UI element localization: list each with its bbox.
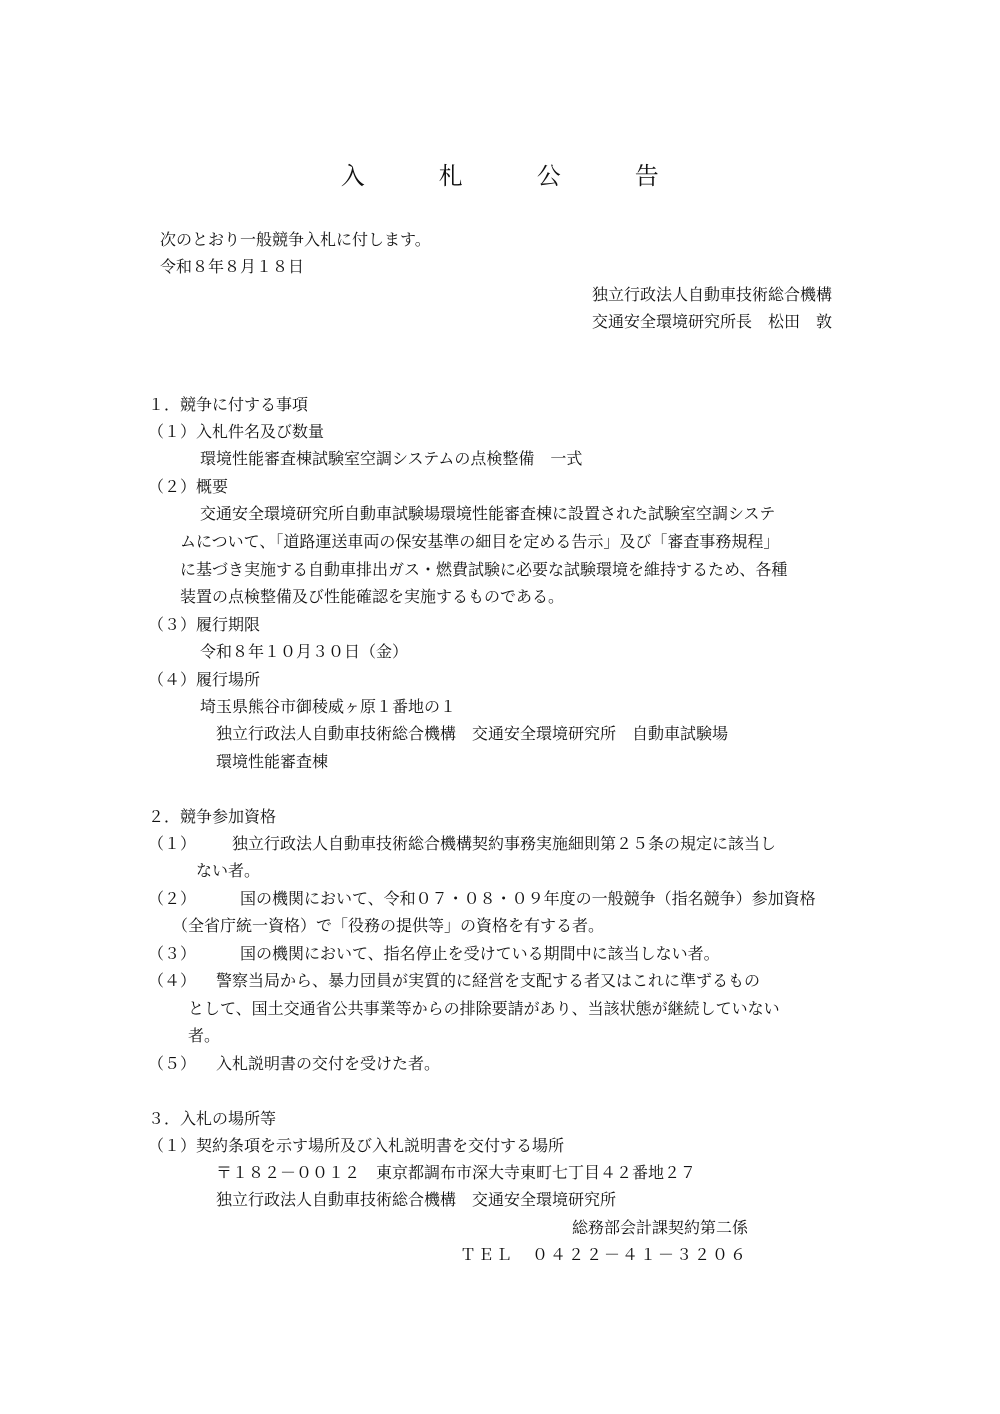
section3-org: 独立行政法人自動車技術総合機構 交通安全環境研究所 xyxy=(216,1190,617,1209)
section2-item-line: （全省庁統一資格）で「役務の提供等」の資格を有する者。 xyxy=(172,916,605,935)
intro-date: 令和８年８月１８日 xyxy=(160,257,305,276)
section1-item1-label: （１）入札件名及び数量 xyxy=(148,422,325,441)
section1-item2-label: （２）概要 xyxy=(148,477,229,496)
section1-item2-line: ムについて、「道路運送車両の保安基準の細目を定める告示」及び「審査事務規程」 xyxy=(180,532,780,551)
section2-item-label: （２） xyxy=(148,889,197,908)
document-title: 入 札 公 告 xyxy=(340,162,660,190)
section1-item2-line: 装置の点検整備及び性能確認を実施するものである。 xyxy=(180,587,565,606)
section1-item2-line: 交通安全環境研究所自動車試験場環境性能審査棟に設置された試験室空調システ xyxy=(200,504,776,523)
section2-item-line: 警察当局から、暴力団員が実質的に経営を支配する者又はこれに準ずるもの xyxy=(216,971,761,990)
section1-item4-line: 埼玉県熊谷市御稜威ヶ原１番地の１ xyxy=(200,697,457,716)
section1-item3-label: （３）履行期限 xyxy=(148,615,261,634)
section2-item-line: として、国土交通省公共事業等からの排除要請があり、当該状態が継続していない xyxy=(188,999,780,1018)
section3-address: 〒１８２－００１２ 東京都調布市深大寺東町七丁目４２番地２７ xyxy=(216,1163,697,1182)
section3-heading: ３．入札の場所等 xyxy=(148,1109,277,1128)
intro-text: 次のとおり一般競争入札に付します。 xyxy=(160,230,431,249)
section2-item-label: （４） xyxy=(148,971,197,990)
section2-heading: ２．競争参加資格 xyxy=(148,807,277,826)
section2-item-line: 入札説明書の交付を受けた者。 xyxy=(216,1054,441,1073)
section1-item3-value: 令和８年１０月３０日（金） xyxy=(200,642,409,661)
section2-item-line: 者。 xyxy=(188,1026,221,1045)
section1-heading: １．競争に付する事項 xyxy=(148,395,309,414)
section2-item-label: （５） xyxy=(148,1054,197,1073)
section2-item-line: 国の機関において、令和０７・０８・０９年度の一般競争（指名競争）参加資格 xyxy=(240,889,816,908)
section2-item-line: 国の機関において、指名停止を受けている期間中に該当しない者。 xyxy=(240,944,720,963)
section1-item1-value: 環境性能審査棟試験室空調システムの点検整備 一式 xyxy=(200,449,583,468)
section3-dept: 総務部会計課契約第二係 xyxy=(571,1218,748,1237)
section1-item4-line: 独立行政法人自動車技術総合機構 交通安全環境研究所 自動車試験場 xyxy=(216,724,729,743)
section3-item1-label: （１）契約条項を示す場所及び入札説明書を交付する場所 xyxy=(148,1136,565,1155)
section2-item-label: （３） xyxy=(148,944,197,963)
section2-item-label: （１） xyxy=(148,834,197,853)
issuer-org: 独立行政法人自動車技術総合機構 xyxy=(591,285,832,304)
section1-item4-line: 環境性能審査棟 xyxy=(216,752,329,771)
section2-item-line: ない者。 xyxy=(196,861,261,880)
section3-tel: ＴＥＬ ０４２２－４１－３２０６ xyxy=(460,1245,749,1264)
issuer-person: 交通安全環境研究所長 松田 敦 xyxy=(591,312,832,331)
section1-item4-label: （４）履行場所 xyxy=(148,670,261,689)
section1-item2-line: に基づき実施する自動車排出ガス・燃費試験に必要な試験環境を維持するため、各種 xyxy=(180,560,788,579)
section2-item-line: 独立行政法人自動車技術総合機構契約事務実施細則第２５条の規定に該当し xyxy=(232,834,777,853)
